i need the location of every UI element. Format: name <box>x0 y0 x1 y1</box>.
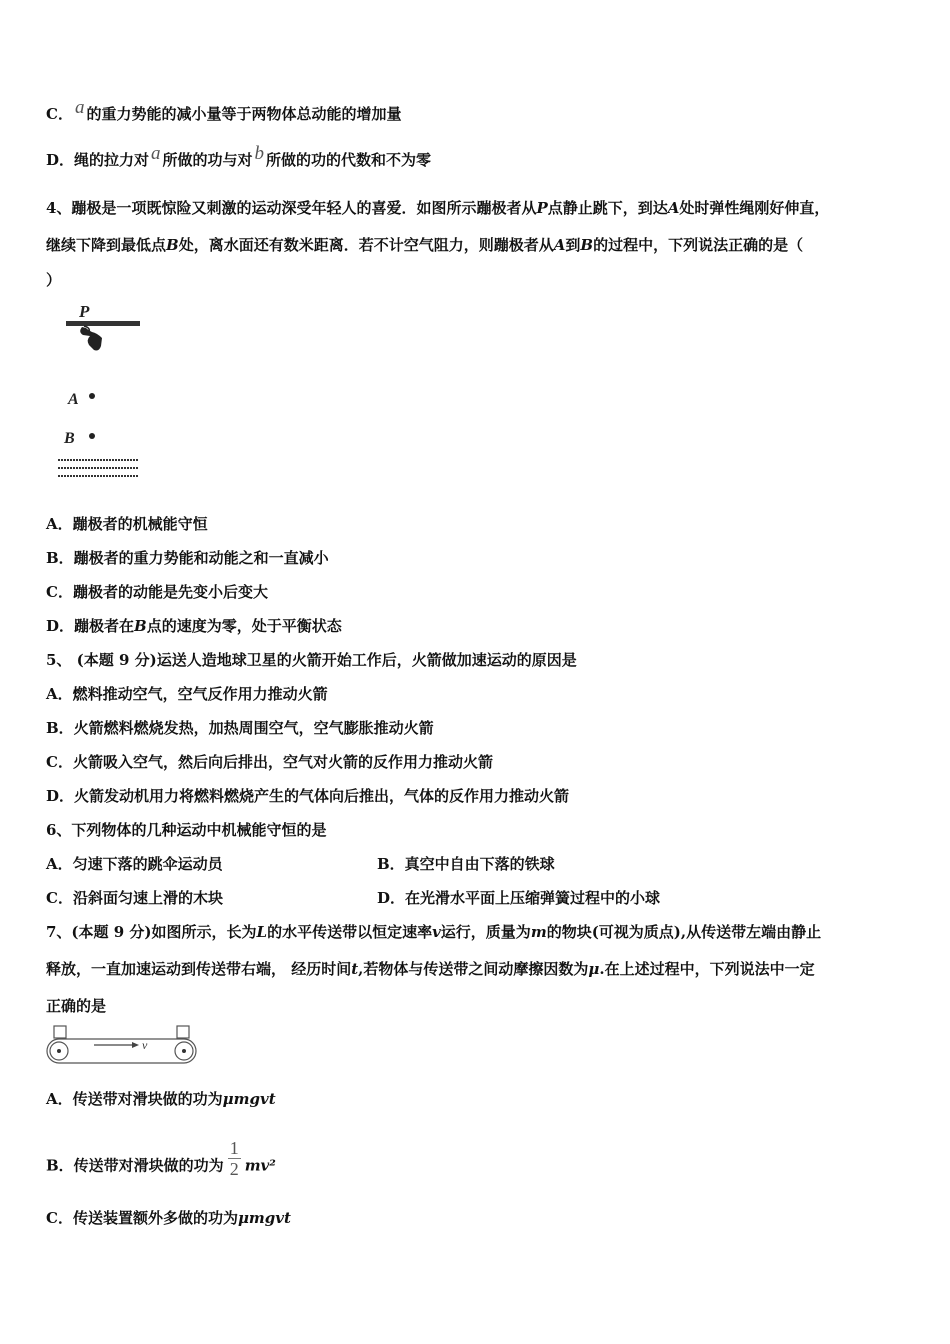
q7-var-t: t <box>351 960 359 978</box>
q3-option-d-var-b: b <box>254 143 265 164</box>
q7-stem-text: .在上述过程中，下列说法中一定 <box>599 960 815 978</box>
q7-var-mu: μ <box>588 960 600 978</box>
q4-fig-label-b: B <box>64 430 75 447</box>
q4-water-surface <box>58 460 138 476</box>
q7-option-c <box>46 1207 291 1228</box>
q4-option-a: A．蹦极者的机械能守恒 <box>46 515 208 533</box>
q4-var-a: A <box>667 199 680 217</box>
q4-stem-line1 <box>46 197 829 218</box>
q7-stem-text: ,若物体与传送带之间动摩擦因数为 <box>358 960 589 978</box>
q6-option-b: B．真空中自由下落的铁球 <box>377 855 555 873</box>
q7-pulley-right-axle <box>182 1049 186 1053</box>
q4-var-p: P <box>536 199 548 217</box>
q7-velocity-arrowhead <box>132 1042 139 1048</box>
q7-stem-line3: 正确的是 <box>46 997 107 1015</box>
q5-stem: 5、 (本题 9 分)运送人造地球卫星的火箭开始工作后，火箭做加速运动的原因是 <box>46 651 577 669</box>
q7-option-a-expr: μmgvt <box>222 1090 276 1108</box>
q7-block-right <box>177 1026 189 1038</box>
q7-conveyor-figure <box>44 1024 200 1066</box>
q4-bungee-figure <box>52 298 147 488</box>
q5-option-c: C．火箭吸入空气，然后向后排出，空气对火箭的反作用力推动火箭 <box>46 753 493 771</box>
q4-jumper-icon <box>80 327 102 351</box>
q7-var-v: v <box>432 923 441 941</box>
q4-var-b: B <box>580 236 594 254</box>
q7-belt <box>47 1039 196 1063</box>
q4-stem-line3: ） <box>46 271 62 289</box>
q5-option-d: D．火箭发动机用力将燃料燃烧产生的气体向后推出，气体的反作用力推动火箭 <box>46 787 570 805</box>
q7-block-left <box>54 1026 66 1038</box>
q7-stem-text: 运行，质量为 <box>440 923 531 941</box>
q3-option-d-prefix: D．绳的拉力对 <box>46 151 150 169</box>
q3-option-c <box>46 97 402 125</box>
q7-stem-text: 的物块(可视为质点),从传送带左端由静止 <box>546 923 822 941</box>
q4-stem-text: 继续下降到最低点 <box>46 236 167 254</box>
q4-option-d-text: 点的速度为零，处于平衡状态 <box>146 617 342 635</box>
q7-option-c-text: C．传送装置额外多做的功为 <box>46 1209 238 1227</box>
q4-platform <box>66 321 140 326</box>
q4-point-a <box>89 393 95 399</box>
q7-option-b-fraction <box>228 1138 241 1179</box>
q4-stem-text: 处，离水面还有数米距离．若不计空气阻力，则蹦极者从 <box>178 236 554 254</box>
q4-option-d-text: D．蹦极者在 <box>46 617 135 635</box>
q4-stem-text: 点静止跳下，到达 <box>547 199 668 217</box>
q6-option-c: C．沿斜面匀速上滑的木块 <box>46 889 223 907</box>
q3-option-d-mid: 所做的功与对 <box>162 151 253 169</box>
q5-option-a: A．燃料推动空气，空气反作用力推动火箭 <box>46 685 328 703</box>
q6-option-d: D．在光滑水平面上压缩弹簧过程中的小球 <box>377 889 661 907</box>
q4-option-b: B．蹦极者的重力势能和动能之和一直减小 <box>46 549 329 567</box>
q3-option-d <box>46 143 432 171</box>
fraction-numerator: 1 <box>229 1138 239 1158</box>
q5-option-b: B．火箭燃料燃烧发热，加热周围空气，空气膨胀推动火箭 <box>46 719 434 737</box>
q7-stem-text: 释放，一直加速运动到传送带右端， 经历时间 <box>46 960 352 978</box>
q7-option-a <box>46 1088 276 1109</box>
q7-stem-line2 <box>46 958 815 979</box>
q4-fig-label-a: A <box>68 391 79 408</box>
q7-var-l: L <box>256 923 268 941</box>
q3-option-c-prefix: C． <box>46 105 73 123</box>
fraction-denominator: 2 <box>229 1159 239 1179</box>
q3-option-c-var: a <box>74 97 85 118</box>
q4-var-a: A <box>553 236 566 254</box>
q7-fig-label-v: v <box>142 1038 148 1052</box>
q7-pulley-left-axle <box>57 1049 61 1053</box>
q7-option-c-expr: μmgvt <box>237 1209 291 1227</box>
q7-var-m: m <box>530 923 547 941</box>
q3-option-d-text: 所做的功的代数和不为零 <box>266 151 432 169</box>
q7-option-a-text: A．传送带对滑块做的功为 <box>46 1090 223 1108</box>
q4-stem-text: 到 <box>565 236 581 254</box>
q4-var-b: B <box>166 236 179 254</box>
q4-stem-text: 4、蹦极是一项既惊险又刺激的运动深受年轻人的喜爱．如图所示蹦极者从 <box>46 199 537 217</box>
q4-fig-label-p: P <box>79 302 90 321</box>
q4-option-d <box>46 615 342 636</box>
q3-option-c-text: 的重力势能的减小量等于两物体总动能的增加量 <box>86 105 402 123</box>
q4-point-b <box>89 433 95 439</box>
q7-option-b-expr: mv² <box>244 1156 276 1175</box>
q4-stem-text: 处时弹性绳刚好伸直， <box>679 199 830 217</box>
q7-option-b-text: B．传送带对滑块做的功为 <box>46 1156 224 1175</box>
q7-stem-text: 的水平传送带以恒定速率 <box>267 923 433 941</box>
q4-option-c: C．蹦极者的动能是先变小后变大 <box>46 583 268 601</box>
q3-option-d-var-a: a <box>151 143 161 164</box>
q4-stem-line2 <box>46 234 803 255</box>
q7-option-b <box>46 1138 276 1187</box>
q7-stem-line1 <box>46 921 821 942</box>
q4-stem-text: 的过程中，下列说法正确的是（ <box>593 236 804 254</box>
q7-stem-text: 7、(本题 9 分)如图所示，长为 <box>46 923 257 941</box>
q6-stem: 6、下列物体的几种运动中机械能守恒的是 <box>46 821 327 839</box>
q6-option-a: A．匀速下落的跳伞运动员 <box>46 855 223 873</box>
q4-var-b: B <box>134 617 147 635</box>
